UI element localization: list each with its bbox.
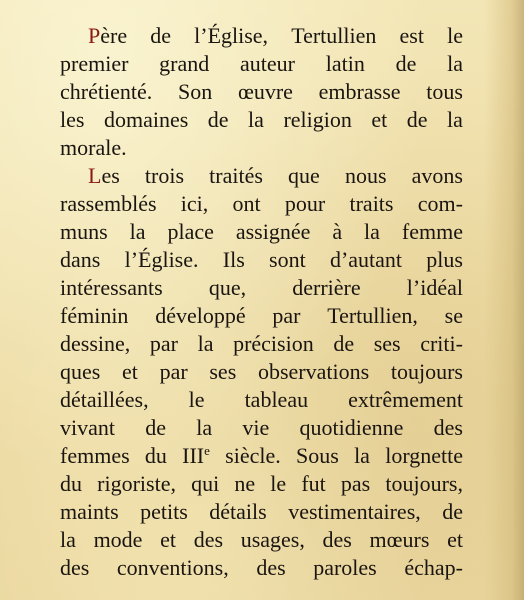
word: des bbox=[256, 555, 286, 580]
text-line bbox=[60, 554, 463, 582]
word: intéressants bbox=[60, 275, 163, 300]
word: de bbox=[395, 51, 417, 76]
word: et bbox=[160, 527, 177, 552]
word: quotidienne bbox=[299, 415, 404, 440]
word: de bbox=[207, 107, 229, 132]
word: femme bbox=[401, 219, 463, 244]
word: latin bbox=[325, 51, 365, 76]
word: pas bbox=[340, 471, 371, 496]
word: des bbox=[433, 415, 463, 440]
word: avons bbox=[411, 163, 463, 188]
word: usages, bbox=[240, 527, 305, 552]
word: des bbox=[60, 555, 90, 580]
word: et bbox=[122, 359, 138, 384]
word: que, bbox=[208, 275, 247, 300]
word: Les bbox=[88, 163, 120, 188]
word: pour bbox=[284, 191, 326, 216]
word: Sous bbox=[296, 443, 339, 468]
text-line bbox=[60, 134, 463, 162]
word: grand bbox=[159, 51, 210, 76]
word: la bbox=[447, 51, 463, 76]
text-line bbox=[60, 106, 463, 134]
word: par bbox=[149, 331, 178, 356]
word: de bbox=[406, 107, 428, 132]
word: échap- bbox=[404, 555, 463, 580]
word: ont bbox=[232, 191, 261, 216]
word: d’autant bbox=[329, 247, 403, 272]
word: la bbox=[248, 107, 264, 132]
word: le bbox=[188, 387, 205, 412]
word: la bbox=[447, 107, 463, 132]
paragraph-2 bbox=[60, 162, 463, 582]
text-line bbox=[60, 78, 463, 106]
text-line bbox=[60, 274, 463, 302]
word: traités bbox=[209, 163, 263, 188]
text-line bbox=[60, 22, 463, 50]
word: précision bbox=[233, 331, 314, 356]
word: la bbox=[364, 219, 380, 244]
word: domaines bbox=[103, 107, 189, 132]
word: ici, bbox=[180, 191, 209, 216]
text-line bbox=[60, 414, 463, 442]
text-line bbox=[60, 50, 463, 78]
word: tous bbox=[426, 79, 463, 104]
word: chrétienté. bbox=[60, 79, 153, 104]
word: du bbox=[60, 471, 82, 496]
word: vestimentaires, bbox=[288, 499, 421, 524]
word: la bbox=[196, 415, 213, 440]
word: de bbox=[442, 499, 463, 524]
text-line bbox=[60, 470, 463, 498]
word: mœurs bbox=[369, 527, 430, 552]
text-line bbox=[60, 386, 463, 414]
word: de bbox=[145, 415, 167, 440]
word: dessine, bbox=[60, 331, 131, 356]
word: nous bbox=[344, 163, 387, 188]
text-line bbox=[60, 358, 463, 386]
word: de bbox=[150, 23, 171, 48]
text-line bbox=[60, 526, 463, 554]
word: paroles bbox=[313, 555, 377, 580]
word: tableau bbox=[244, 387, 309, 412]
word: la bbox=[354, 443, 370, 468]
word: la bbox=[60, 527, 76, 552]
word: femmes bbox=[60, 443, 130, 468]
word: que bbox=[288, 163, 320, 188]
text-line bbox=[60, 498, 463, 526]
word: derrière bbox=[292, 275, 361, 300]
word: ne bbox=[234, 471, 256, 496]
text-line bbox=[60, 302, 463, 330]
page-edge-shadow bbox=[484, 0, 524, 600]
word: l’Église. bbox=[124, 247, 199, 272]
word: de bbox=[333, 331, 355, 356]
text-line bbox=[60, 162, 463, 190]
text-line bbox=[60, 442, 463, 470]
superscript: e bbox=[204, 443, 210, 458]
word: la bbox=[197, 331, 214, 356]
word: Tertullien, bbox=[327, 303, 418, 328]
word: observations bbox=[257, 359, 370, 384]
word: et bbox=[447, 527, 463, 552]
word: développé bbox=[155, 303, 246, 328]
word: toujours bbox=[390, 359, 463, 384]
word: conventions, bbox=[116, 555, 229, 580]
word: des bbox=[193, 527, 224, 552]
word: sont bbox=[269, 247, 306, 272]
word: IIIe bbox=[182, 443, 210, 468]
word: petits bbox=[140, 499, 188, 524]
paragraph-initial: P bbox=[88, 23, 101, 48]
word: l’Église, bbox=[194, 23, 269, 48]
word: embrasse bbox=[318, 79, 401, 104]
word: Tertullien bbox=[291, 23, 377, 48]
word: com- bbox=[417, 191, 463, 216]
word: religion bbox=[283, 107, 352, 132]
word: toujours, bbox=[385, 471, 463, 496]
word: détails bbox=[209, 499, 267, 524]
word: plus bbox=[426, 247, 463, 272]
word: Ils bbox=[222, 247, 245, 272]
word: siècle. bbox=[225, 443, 281, 468]
word: ses bbox=[373, 331, 401, 356]
word: Son bbox=[177, 79, 213, 104]
word: auteur bbox=[240, 51, 295, 76]
word: maints bbox=[60, 499, 119, 524]
text-line bbox=[60, 190, 463, 218]
word: à bbox=[332, 219, 343, 244]
word: des bbox=[322, 527, 352, 552]
word: muns bbox=[60, 219, 108, 244]
word: vie bbox=[242, 415, 270, 440]
word: traits bbox=[349, 191, 394, 216]
word: vivant bbox=[60, 415, 115, 440]
word: mode bbox=[93, 527, 143, 552]
word: dans bbox=[60, 247, 101, 272]
word: place bbox=[167, 219, 214, 244]
word: ses bbox=[209, 359, 237, 384]
word: l’idéal bbox=[406, 275, 463, 300]
word: qui bbox=[191, 471, 220, 496]
word: se bbox=[444, 303, 463, 328]
word: lorgnette bbox=[385, 443, 463, 468]
word: rassemblés bbox=[60, 191, 157, 216]
word: est bbox=[399, 23, 424, 48]
word: féminin bbox=[60, 303, 129, 328]
word: œuvre bbox=[237, 79, 293, 104]
paragraph-1 bbox=[60, 22, 463, 162]
word: Père bbox=[88, 23, 128, 48]
word: du bbox=[144, 443, 167, 468]
book-page bbox=[60, 22, 463, 582]
text-line bbox=[60, 246, 463, 274]
word: le bbox=[447, 23, 463, 48]
word: les bbox=[60, 107, 85, 132]
word: et bbox=[371, 107, 388, 132]
word: par bbox=[272, 303, 301, 328]
word: par bbox=[159, 359, 188, 384]
word: fut bbox=[301, 471, 326, 496]
word: morale. bbox=[60, 135, 127, 160]
word: le bbox=[270, 471, 287, 496]
word: rigoriste, bbox=[97, 471, 176, 496]
text-line bbox=[60, 330, 463, 358]
word: trois bbox=[144, 163, 185, 188]
word: criti- bbox=[420, 331, 463, 356]
word: ques bbox=[60, 359, 101, 384]
text-line bbox=[60, 218, 463, 246]
paragraph-initial: L bbox=[88, 163, 102, 188]
word: assignée bbox=[235, 219, 311, 244]
word: détaillées, bbox=[60, 387, 149, 412]
word: premier bbox=[60, 51, 129, 76]
word: la bbox=[129, 219, 146, 244]
word: extrêmement bbox=[348, 387, 463, 412]
